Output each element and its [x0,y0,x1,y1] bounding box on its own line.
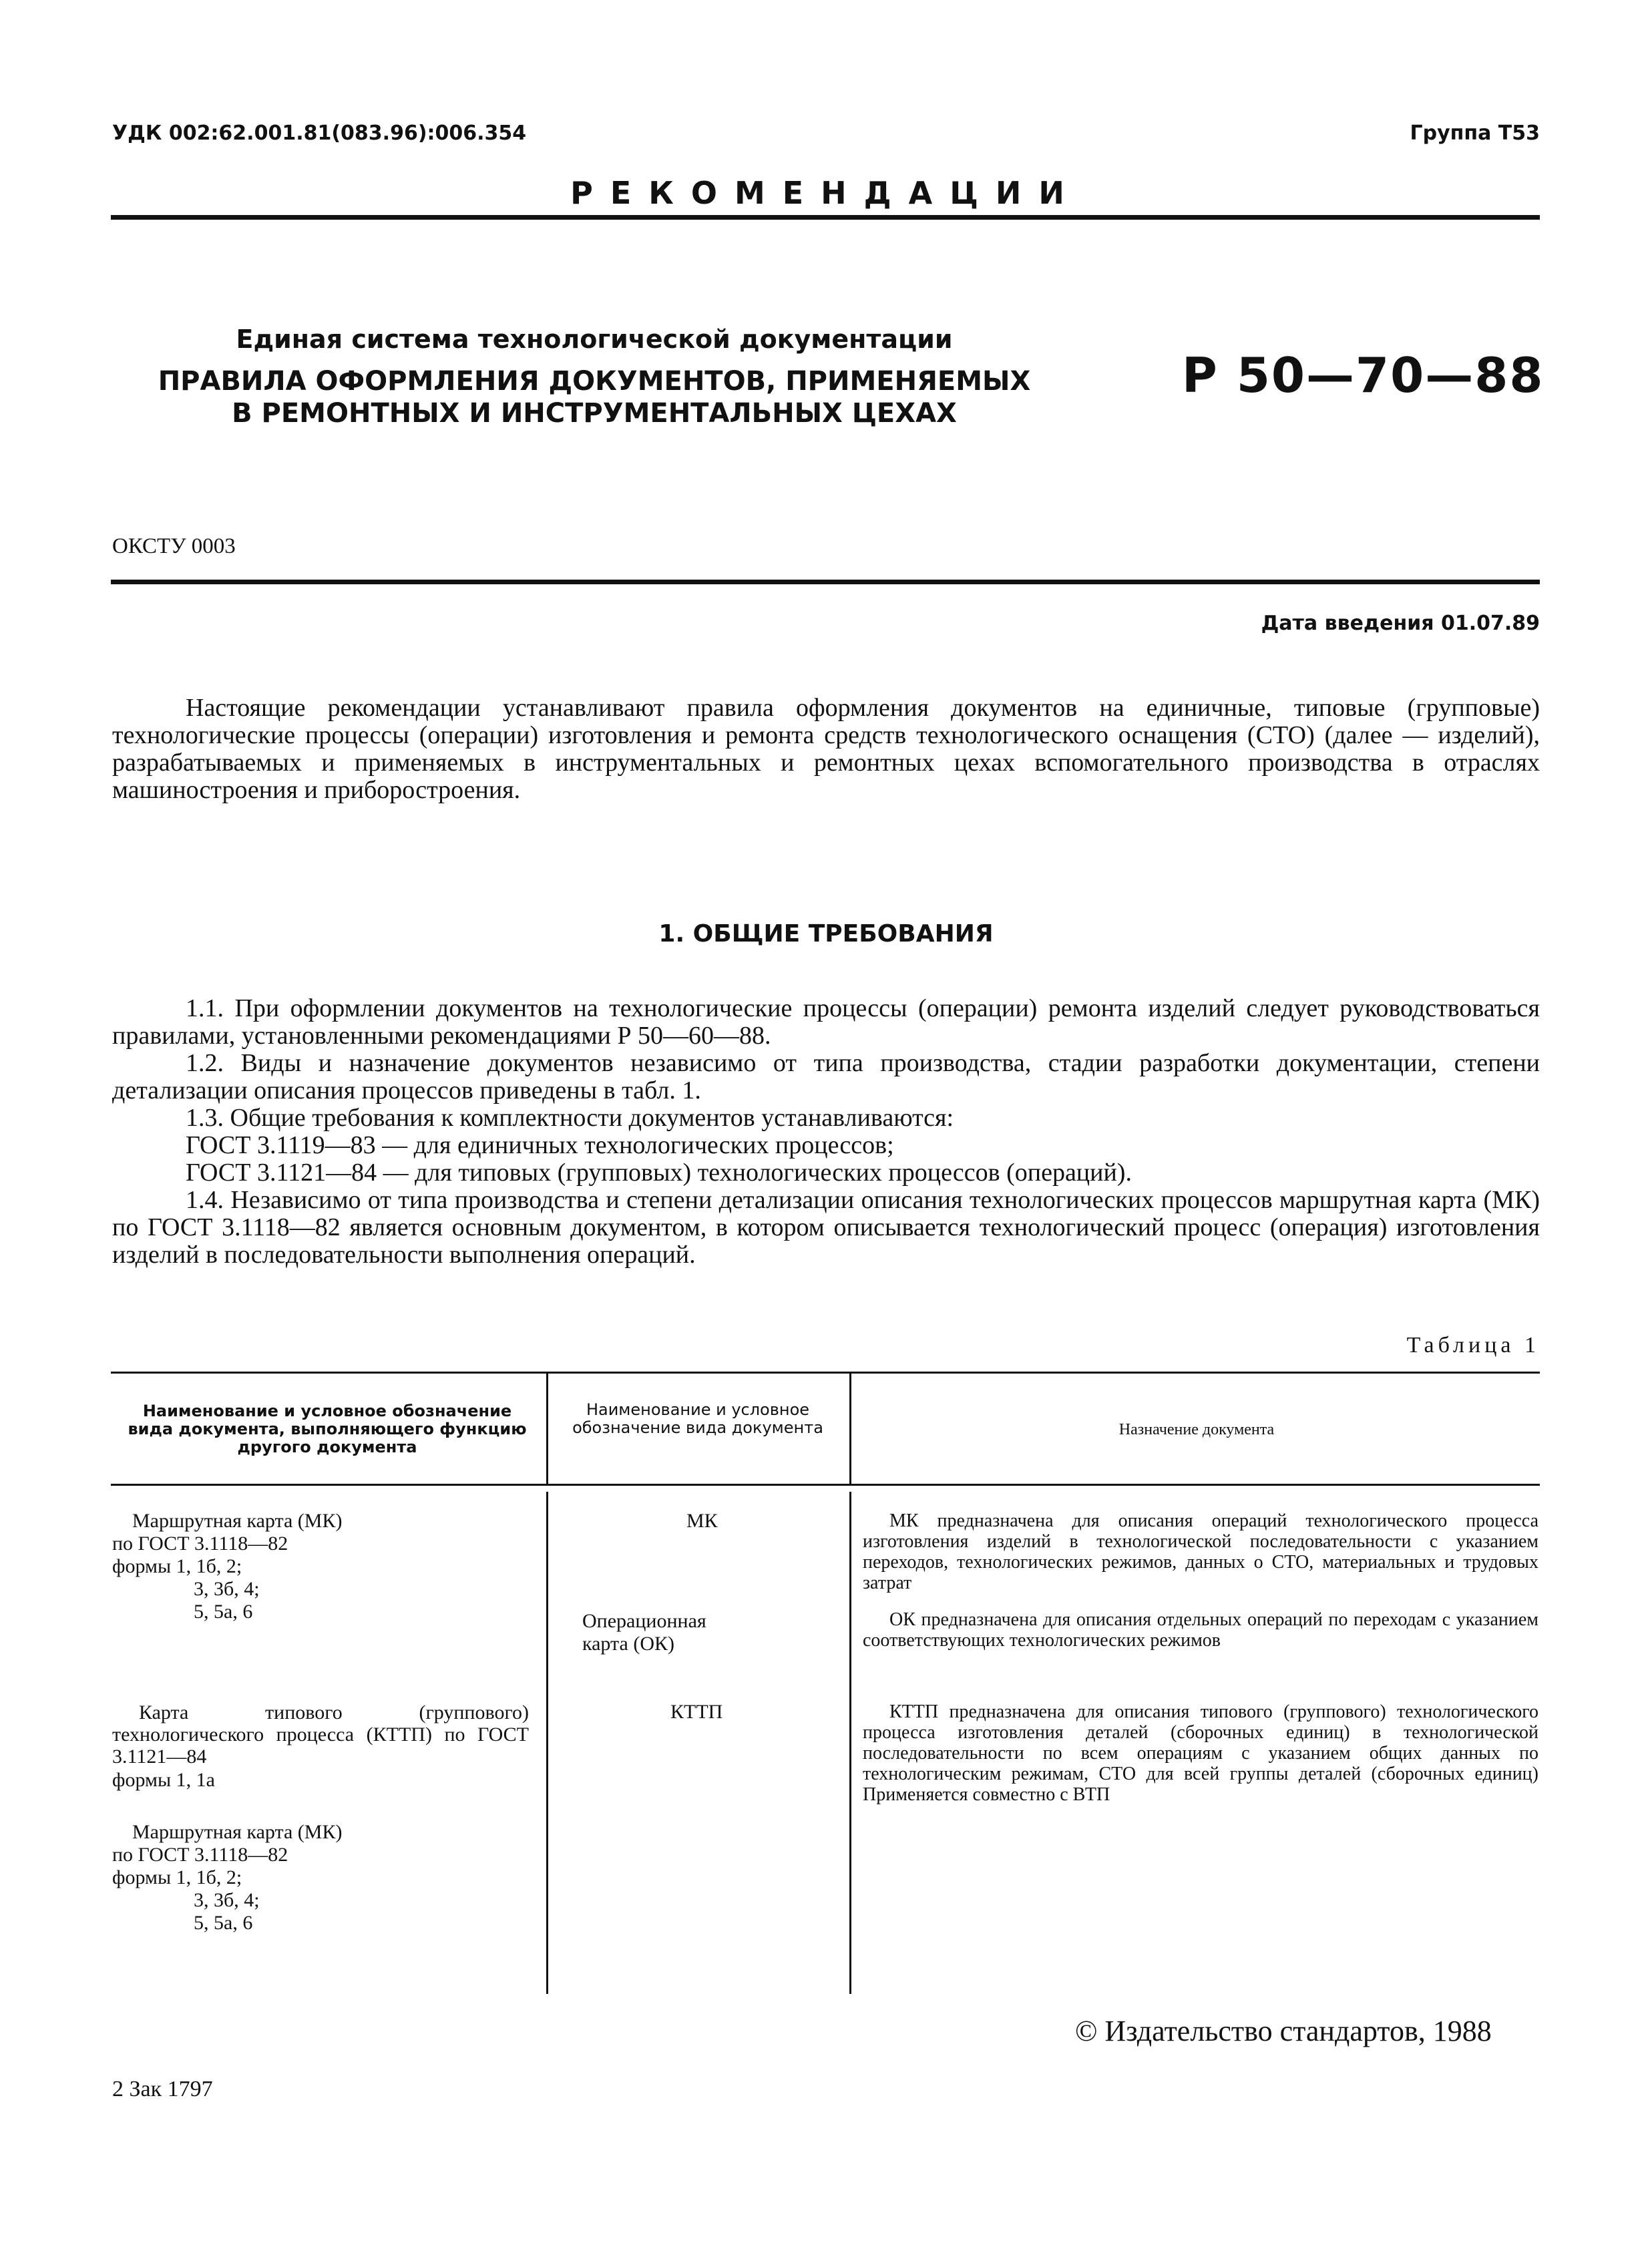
row1-col1-line: 3, 3б, 4; [194,1578,260,1600]
introduction-date: Дата введения 01.07.89 [1261,612,1540,635]
header-rule [111,215,1540,220]
row1-col2-mk: МК [686,1510,718,1532]
rules-block [112,995,1540,1269]
copyright-notice: © Издательство стандартов, 1988 [1075,2015,1492,2047]
row1-col3-mk-purpose: МК предназначена для описания операций технологического процесса изготовления изделий в технологической последовательности с указанием переходов, технологических режимов, данных о СТО, материальных и трудовых затрат [863,1510,1538,1593]
intro-paragraph: Настоящие рекомендации устанавливают правила оформления документов на единичные, типовые (групповые) технологические процессы (операции) изготовления и ремонта средств технологического оснащения (СТО) (далее — изделий), разрабатываемых и применяемых в инструментальных и ремонтных цехах вспомогательного производства в отраслях машиностроения и приборостроения. [112,694,1540,804]
row2-col2-kttp: КТТП [670,1701,723,1723]
rule-1-1: 1.1. При оформлении документов на технологические процессы (операции) ремонта изделий следует руководствоваться правилами, установленными рекомендациями Р 50—60—88. [112,994,1540,1050]
row2-col1-title: Карта типового (группового) технологического процесса (КТТП) по ГОСТ 3.1121—84 [112,1701,529,1768]
row2-col1-forms: формы 1, 1а [112,1769,215,1791]
row2-col1-line: по ГОСТ 3.1118—82 [112,1844,288,1866]
table-header-rule [111,1484,1540,1486]
document-heading: РЕКОМЕНДАЦИИ [570,175,1082,211]
table-header-col1: Наименование и условное обозначение вида документа, выполняющего функцию другого документа [128,1402,527,1456]
row1-col3-ok-purpose: ОК предназначена для описания отдельных операций по переходам с указанием соответствующих технологических режимов [863,1609,1538,1651]
row1-col1-line: 5, 5а, 6 [194,1601,253,1623]
row1-col2-ok-line1: Операционная [582,1610,706,1632]
table-header-col3: Назначение документа [1118,1421,1275,1438]
row2-col3-purpose: КТТП предназначена для описания типового (группового) технологического процесса изготовления деталей (сборочных единиц) в технологической последовательности по всем операциям с указанием общих данных по технологическим режимам, СТО для всей группы деталей (сборочных единиц) Применяется совместно с ВТП [863,1701,1538,1805]
standard-number: Р 50—70—88 [1182,347,1544,403]
document-title-line2: В РЕМОНТНЫХ И ИНСТРУМЕНТАЛЬНЫХ ЦЕХАХ [232,398,957,429]
table-body-divider-2 [849,1492,851,1994]
row2-col1-title2: Маршрутная карта (МК) [132,1821,343,1843]
rule-gost-2: ГОСТ 3.1121—84 — для типовых (групповых) технологических процессов (операций). [186,1159,1132,1187]
group-code: Группа Т53 [1410,122,1540,145]
oksty-rule [111,580,1540,584]
row1-col1-title: Маршрутная карта (МК) [132,1510,343,1532]
row1-col1-line: формы 1, 1б, 2; [112,1555,242,1577]
system-title: Единая система технологической документации [236,325,953,354]
rule-1-2: 1.2. Виды и назначение документов независимо от типа производства, стадии разработки документации, степени детализации описания процессов приведены в табл. 1. [112,1049,1540,1104]
section-title: 1. ОБЩИЕ ТРЕБОВАНИЯ [658,920,994,948]
row2-col1-line: формы 1, 1б, 2; [112,1866,242,1888]
table-body-divider-1 [546,1492,548,1994]
oksty-code: ОКСТУ 0003 [112,534,236,558]
table-top-rule [111,1372,1540,1374]
table-header-divider-1 [546,1373,548,1484]
rule-gost-1: ГОСТ 3.1119—83 — для единичных технологических процессов; [186,1131,894,1159]
table-label: Таблица 1 [1406,1333,1540,1358]
table-header-divider-2 [849,1373,851,1484]
table-header-col2: Наименование и условное обозначение вида документа [572,1400,823,1437]
row2-col1-line: 3, 3б, 4; [194,1889,260,1911]
rule-1-3: 1.3. Общие требования к комплектности документов устанавливаются: [186,1104,954,1132]
udk-code: УДК 002:62.001.81(083.96):006.354 [112,122,527,145]
row1-col2-ok-line2: карта (ОК) [582,1633,674,1655]
row1-col1-line: по ГОСТ 3.1118—82 [112,1533,288,1555]
document-title-line1: ПРАВИЛА ОФОРМЛЕНИЯ ДОКУМЕНТОВ, ПРИМЕНЯЕМЫХ [158,366,1031,397]
order-number: 2 Зак 1797 [112,2077,213,2101]
rule-1-4: 1.4. Независимо от типа производства и степени детализации описания технологических процессов маршрутная карта (МК) по ГОСТ 3.1118—82 является основным документом, в котором описывается технологический процесс (операция) изготовления изделий в последовательности выполнения операций. [112,1186,1540,1269]
row2-col1-line: 5, 5а, 6 [194,1912,253,1934]
